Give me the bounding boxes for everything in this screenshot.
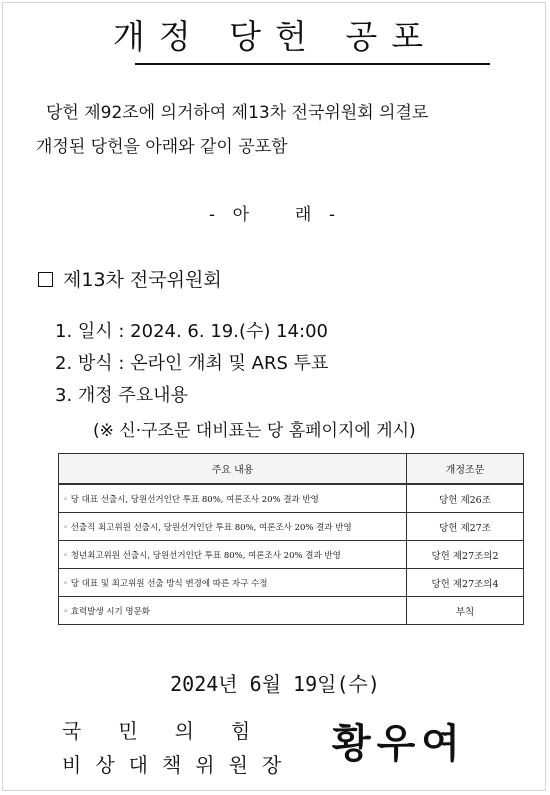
- row-article: 당헌 제26조: [407, 484, 524, 513]
- detail-list: [55, 316, 328, 412]
- row-content: ◦ 효력발생 시기 명문화: [59, 597, 407, 625]
- section-title: 제13차 전국위원회: [63, 269, 222, 291]
- committee-title: 비상대책위원장: [62, 753, 296, 777]
- row-article: 부칙: [407, 597, 524, 625]
- intro-paragraph: [36, 96, 550, 164]
- row-content: ◦ 선출직 최고위원 선출시, 당원선거인단 투표 80%, 여론조사 20% 결과 반영: [59, 513, 407, 541]
- title-underline: [135, 63, 490, 65]
- table-row: [59, 569, 524, 597]
- row-article: 당헌 제27조의2: [407, 541, 524, 569]
- comparison-note: (※ 신·구조문 대비표는 당 홈페이지에 게시): [93, 421, 416, 441]
- detail-item-date: 1. 일시 : 2024. 6. 19.(수) 14:00: [55, 321, 328, 342]
- table-row: [59, 484, 524, 513]
- intro-line-1: 당헌 제92조에 의거하여 제13차 전국위원회 의결로: [46, 103, 429, 123]
- table-header-row: [59, 454, 524, 485]
- row-article: 당헌 제27조: [407, 513, 524, 541]
- table-row: [59, 597, 524, 625]
- below-marker: [0, 200, 550, 225]
- table-row: [59, 541, 524, 569]
- detail-item-method: 2. 방식 : 온라인 개최 및 ARS 투표: [55, 353, 329, 374]
- issuer-block: [62, 714, 295, 782]
- detail-item-content: 3. 개정 주요내용: [55, 385, 188, 406]
- header-article: 개정조문: [407, 454, 524, 485]
- amendment-table: [58, 453, 524, 625]
- row-content: ◦ 당 대표 선출시, 당원선거인단 투표 80%, 여론조사 20% 결과 반영: [59, 484, 407, 513]
- table-row: [59, 513, 524, 541]
- row-article: 당헌 제27조의4: [407, 569, 524, 597]
- below-marker-right: 래 -: [295, 205, 341, 225]
- signatory-name: 황우여: [332, 720, 466, 767]
- checkbox-icon: [38, 272, 53, 287]
- section-heading: [38, 266, 222, 294]
- row-content: ◦ 청년최고위원 선출시, 당원선거인단 투표 80%, 여론조사 20% 결과 반영: [59, 541, 407, 569]
- party-name: 국민의힘: [62, 719, 288, 743]
- document-title: 개정 당헌 공포: [112, 17, 438, 56]
- below-marker-left: - 아: [209, 205, 255, 225]
- intro-line-2: 개정된 당헌을 아래와 같이 공포함: [36, 137, 288, 157]
- row-content: ◦ 당 대표 및 최고위원 선출 방식 변경에 따른 자구 수정: [59, 569, 407, 597]
- header-content: 주요 내용: [59, 454, 407, 485]
- promulgation-date: 2024년 6월 19일(수): [170, 672, 380, 696]
